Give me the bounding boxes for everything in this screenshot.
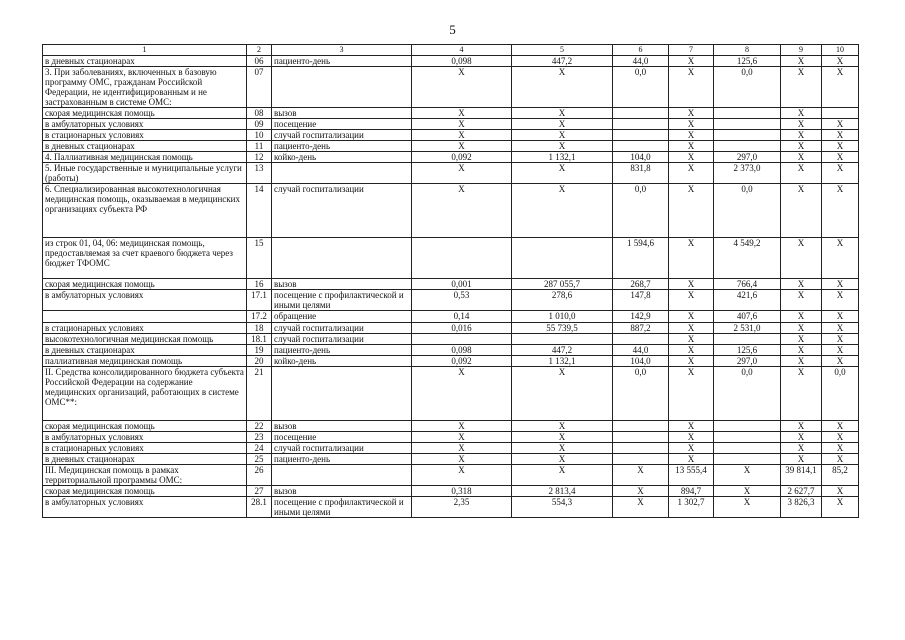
column-header: 2 [247,45,272,56]
cell-col10: Х [822,345,859,356]
cell-col7: Х [669,311,714,323]
cell-col6: Х [613,465,669,486]
row-name: в амбулаторных условиях [43,497,247,518]
row-line-number: 09 [247,119,272,130]
cell-col5: Х [512,367,613,421]
row-name: в дневных стационарах [43,56,247,67]
table-row [43,432,859,443]
row-name: в стационарных условиях [43,130,247,141]
cell-col6: 0,0 [613,67,669,108]
row-line-number: 17.2 [247,311,272,323]
row-name: скорая медицинская помощь [43,486,247,497]
column-header: 9 [781,45,822,56]
row-name: 3. При заболеваниях, включенных в базовую программу ОМС, гражданам Российской Федерации, не идентифицированным и не застрахованным в системе ОМС: [43,67,247,108]
cell-col4: 0,092 [412,356,512,367]
cell-col8 [714,421,781,432]
cell-col7: Х [669,345,714,356]
cell-col10: Х [822,163,859,184]
row-unit: вызов [272,421,412,432]
cell-col4: Х [412,367,512,421]
cell-col5: Х [512,108,613,119]
row-line-number: 17.1 [247,290,272,311]
row-name: паллиативная медицинская помощь [43,356,247,367]
cell-col5 [512,334,613,345]
cell-col9: Х [781,119,822,130]
cell-col6: 104,0 [613,356,669,367]
cell-col4: 0,318 [412,486,512,497]
cell-col5: Х [512,454,613,465]
cell-col7: Х [669,163,714,184]
cell-col9: 3 826,3 [781,497,822,518]
cell-col8: 2 373,0 [714,163,781,184]
cell-col6: 44,0 [613,345,669,356]
row-line-number: 22 [247,421,272,432]
row-line-number: 12 [247,152,272,163]
cell-col9: Х [781,367,822,421]
cell-col9: Х [781,56,822,67]
column-header: 1 [43,45,247,56]
cell-col6: 1 594,6 [613,238,669,279]
row-name: из строк 01, 04, 06: медицинская помощь, предоставляемая за счет краевого бюджета через бюджет ТФОМС [43,238,247,279]
cell-col9: Х [781,311,822,323]
row-line-number: 06 [247,56,272,67]
cell-col7: Х [669,56,714,67]
row-unit: посещение [272,119,412,130]
cell-col6: 104,0 [613,152,669,163]
cell-col9: 2 627,7 [781,486,822,497]
row-unit [272,67,412,108]
row-line-number: 10 [247,130,272,141]
cell-col10: Х [822,152,859,163]
cell-col8: 0,0 [714,367,781,421]
cell-col4: 0,14 [412,311,512,323]
cell-col9: Х [781,184,822,238]
cell-col4: 2,35 [412,497,512,518]
cell-col9: Х [781,443,822,454]
row-unit: койко-день [272,356,412,367]
column-header: 5 [512,45,613,56]
page-number: 5 [449,22,456,37]
cell-col7: Х [669,130,714,141]
cell-col7: Х [669,141,714,152]
column-header: 8 [714,45,781,56]
row-unit: посещение [272,432,412,443]
cell-col4: Х [412,443,512,454]
cell-col8: 297,0 [714,356,781,367]
row-unit [272,238,412,279]
cell-col10: Х [822,334,859,345]
row-line-number: 15 [247,238,272,279]
cell-col7: Х [669,290,714,311]
table-row [43,465,859,486]
cell-col6 [613,432,669,443]
cell-col10: Х [822,56,859,67]
row-name: в дневных стационарах [43,141,247,152]
cell-col5: 287 055,7 [512,279,613,290]
row-line-number: 16 [247,279,272,290]
cell-col7: Х [669,279,714,290]
cell-col9: Х [781,290,822,311]
cell-col10: Х [822,311,859,323]
cell-col4: 0,001 [412,279,512,290]
cell-col9: Х [781,421,822,432]
cell-col4: 0,53 [412,290,512,311]
cell-col8: 407,6 [714,311,781,323]
cell-col4: Х [412,465,512,486]
cell-col5: 447,2 [512,56,613,67]
cell-col6: 0,0 [613,184,669,238]
cell-col10: Х [822,141,859,152]
row-name: 5. Иные государственные и муниципальные услуги (работы) [43,163,247,184]
cell-col5: Х [512,130,613,141]
cell-col10: 0,0 [822,367,859,421]
cell-col8: 297,0 [714,152,781,163]
cell-col7: Х [669,421,714,432]
table-row [43,486,859,497]
cell-col8: Х [714,486,781,497]
cell-col7: 13 555,4 [669,465,714,486]
cell-col9: Х [781,432,822,443]
row-unit: пациенто-день [272,141,412,152]
row-line-number: 21 [247,367,272,421]
cell-col10: Х [822,421,859,432]
cell-col5: Х [512,119,613,130]
row-line-number: 14 [247,184,272,238]
table-row [43,454,859,465]
cell-col6: 0,0 [613,367,669,421]
cell-col9: Х [781,454,822,465]
cell-col8: 4 549,2 [714,238,781,279]
row-name: в стационарных условиях [43,443,247,454]
cell-col10: Х [822,443,859,454]
cell-col6: 831,8 [613,163,669,184]
cell-col8: 125,6 [714,56,781,67]
table-row [43,311,859,323]
cell-col10: Х [822,67,859,108]
cell-col9: 39 814,1 [781,465,822,486]
cell-col5: 55 739,5 [512,323,613,334]
cell-col7: Х [669,67,714,108]
cell-col7: Х [669,443,714,454]
row-line-number: 27 [247,486,272,497]
cell-col9: Х [781,334,822,345]
cell-col7: Х [669,432,714,443]
cell-col4 [412,238,512,279]
row-name: высокотехнологичная медицинская помощь [43,334,247,345]
row-line-number: 07 [247,67,272,108]
cell-col5: 278,6 [512,290,613,311]
row-unit: посещение с профилактической и иными целями [272,290,412,311]
cell-col10: Х [822,432,859,443]
cell-col8 [714,443,781,454]
cell-col9: Х [781,130,822,141]
cell-col6 [613,421,669,432]
row-unit: койко-день [272,152,412,163]
row-line-number: 26 [247,465,272,486]
table-row [43,323,859,334]
cell-col6: 268,7 [613,279,669,290]
cell-col10: Х [822,454,859,465]
cell-col8 [714,108,781,119]
cell-col10: Х [822,323,859,334]
cell-col4: Х [412,163,512,184]
cell-col7: Х [669,367,714,421]
cell-col7: Х [669,152,714,163]
row-line-number: 19 [247,345,272,356]
cell-col4: 0,098 [412,345,512,356]
cell-col10: Х [822,119,859,130]
row-line-number: 18 [247,323,272,334]
row-unit [272,367,412,421]
row-unit: вызов [272,279,412,290]
row-name: в дневных стационарах [43,454,247,465]
row-line-number: 24 [247,443,272,454]
table-row [43,421,859,432]
row-unit: вызов [272,108,412,119]
cell-col5: Х [512,163,613,184]
cell-col5: 2 813,4 [512,486,613,497]
cell-col5: Х [512,184,613,238]
cell-col8: 2 531,0 [714,323,781,334]
financing-table [42,44,859,518]
cell-col5: Х [512,141,613,152]
column-header: 6 [613,45,669,56]
cell-col9: Х [781,356,822,367]
cell-col8 [714,432,781,443]
row-name: скорая медицинская помощь [43,421,247,432]
cell-col9: Х [781,323,822,334]
cell-col5: Х [512,465,613,486]
cell-col10: Х [822,356,859,367]
cell-col7: Х [669,238,714,279]
column-header: 4 [412,45,512,56]
cell-col5: Х [512,443,613,454]
cell-col4: Х [412,119,512,130]
cell-col5: 554,3 [512,497,613,518]
cell-col8: 421,6 [714,290,781,311]
row-name: 6. Специализированная высокотехнологичная медицинская помощь, оказываемая в медицинских организациях субъекта РФ [43,184,247,238]
table-row [43,108,859,119]
column-header: 10 [822,45,859,56]
cell-col4: Х [412,421,512,432]
cell-col9: Х [781,152,822,163]
row-name: в дневных стационарах [43,345,247,356]
table-row [43,334,859,345]
cell-col9: Х [781,141,822,152]
cell-col5: Х [512,421,613,432]
cell-col7: Х [669,356,714,367]
row-line-number: 20 [247,356,272,367]
cell-col4: Х [412,130,512,141]
cell-col5: Х [512,67,613,108]
cell-col5: Х [512,432,613,443]
table-row [43,152,859,163]
row-unit: пациенто-день [272,454,412,465]
cell-col6 [613,141,669,152]
row-name: скорая медицинская помощь [43,108,247,119]
cell-col9: Х [781,345,822,356]
row-unit: вызов [272,486,412,497]
cell-col9: Х [781,279,822,290]
cell-col8 [714,119,781,130]
table-row [43,443,859,454]
row-unit: обращение [272,311,412,323]
cell-col6 [613,108,669,119]
row-unit: случай госпитализации [272,334,412,345]
cell-col10: Х [822,486,859,497]
cell-col6: Х [613,497,669,518]
cell-col4: 0,092 [412,152,512,163]
row-name: в амбулаторных условиях [43,290,247,311]
cell-col6: 44,0 [613,56,669,67]
row-name: в амбулаторных условиях [43,119,247,130]
row-line-number: 18.1 [247,334,272,345]
cell-col6: 887,2 [613,323,669,334]
row-unit: случай госпитализации [272,323,412,334]
cell-col6 [613,119,669,130]
row-name: в амбулаторных условиях [43,432,247,443]
table-row [43,497,859,518]
cell-col9: Х [781,67,822,108]
cell-col4: Х [412,141,512,152]
table-row [43,67,859,108]
cell-col4: Х [412,184,512,238]
cell-col5: 1 132,1 [512,152,613,163]
row-unit [272,163,412,184]
cell-col8: 125,6 [714,345,781,356]
table-row [43,238,859,279]
row-unit [272,465,412,486]
cell-col8 [714,141,781,152]
cell-col5 [512,238,613,279]
cell-col10: Х [822,184,859,238]
row-name: в стационарных условиях [43,323,247,334]
cell-col6: 142,9 [613,311,669,323]
cell-col8: 766,4 [714,279,781,290]
cell-col7: Х [669,454,714,465]
cell-col10: Х [822,290,859,311]
column-header: 7 [669,45,714,56]
cell-col8: 0,0 [714,184,781,238]
cell-col5: 1 132,1 [512,356,613,367]
row-unit: случай госпитализации [272,443,412,454]
table-row [43,119,859,130]
table-row [43,356,859,367]
table-row [43,184,859,238]
row-name: 4. Паллиативная медицинская помощь [43,152,247,163]
cell-col9: Х [781,163,822,184]
row-name: III. Медицинская помощь в рамках территориальной программы ОМС: [43,465,247,486]
header-row [43,45,859,56]
cell-col6: Х [613,486,669,497]
cell-col10: Х [822,279,859,290]
table-row [43,279,859,290]
cell-col6 [613,130,669,141]
cell-col10: Х [822,130,859,141]
table-row [43,367,859,421]
row-line-number: 08 [247,108,272,119]
table-row [43,141,859,152]
row-name: скорая медицинская помощь [43,279,247,290]
cell-col10 [822,108,859,119]
cell-col7: Х [669,323,714,334]
row-line-number: 28.1 [247,497,272,518]
cell-col10: Х [822,497,859,518]
cell-col8 [714,454,781,465]
cell-col7: Х [669,184,714,238]
table-row [43,56,859,67]
cell-col7: 894,7 [669,486,714,497]
table-row [43,345,859,356]
row-line-number: 11 [247,141,272,152]
row-line-number: 25 [247,454,272,465]
cell-col4: Х [412,454,512,465]
column-header: 3 [272,45,412,56]
cell-col4 [412,334,512,345]
cell-col7: Х [669,108,714,119]
cell-col5: 1 010,0 [512,311,613,323]
row-unit: пациенто-день [272,56,412,67]
cell-col4: 0,016 [412,323,512,334]
cell-col10: 85,2 [822,465,859,486]
cell-col5: 447,2 [512,345,613,356]
row-line-number: 23 [247,432,272,443]
table-row [43,130,859,141]
table-row [43,290,859,311]
cell-col7: Х [669,119,714,130]
cell-col4: Х [412,67,512,108]
cell-col4: 0,098 [412,56,512,67]
row-name [43,311,247,323]
cell-col8: Х [714,465,781,486]
table-row [43,163,859,184]
cell-col6 [613,454,669,465]
cell-col9: Х [781,108,822,119]
cell-col7: 1 302,7 [669,497,714,518]
cell-col8: Х [714,497,781,518]
cell-col4: Х [412,108,512,119]
cell-col6: 147,8 [613,290,669,311]
cell-col7: Х [669,334,714,345]
row-unit: случай госпитализации [272,184,412,238]
row-line-number: 13 [247,163,272,184]
row-unit: посещение с профилактической и иными целями [272,497,412,518]
cell-col8 [714,130,781,141]
cell-col6 [613,443,669,454]
row-unit: случай госпитализации [272,130,412,141]
cell-col6 [613,334,669,345]
cell-col4: Х [412,432,512,443]
cell-col9: Х [781,238,822,279]
cell-col8 [714,334,781,345]
cell-col10: Х [822,238,859,279]
cell-col8: 0,0 [714,67,781,108]
row-unit: пациенто-день [272,345,412,356]
row-name: II. Средства консолидированного бюджета субъекта Российской Федерации на содержание медицинских организаций, работающих в системе ОМС**: [43,367,247,421]
